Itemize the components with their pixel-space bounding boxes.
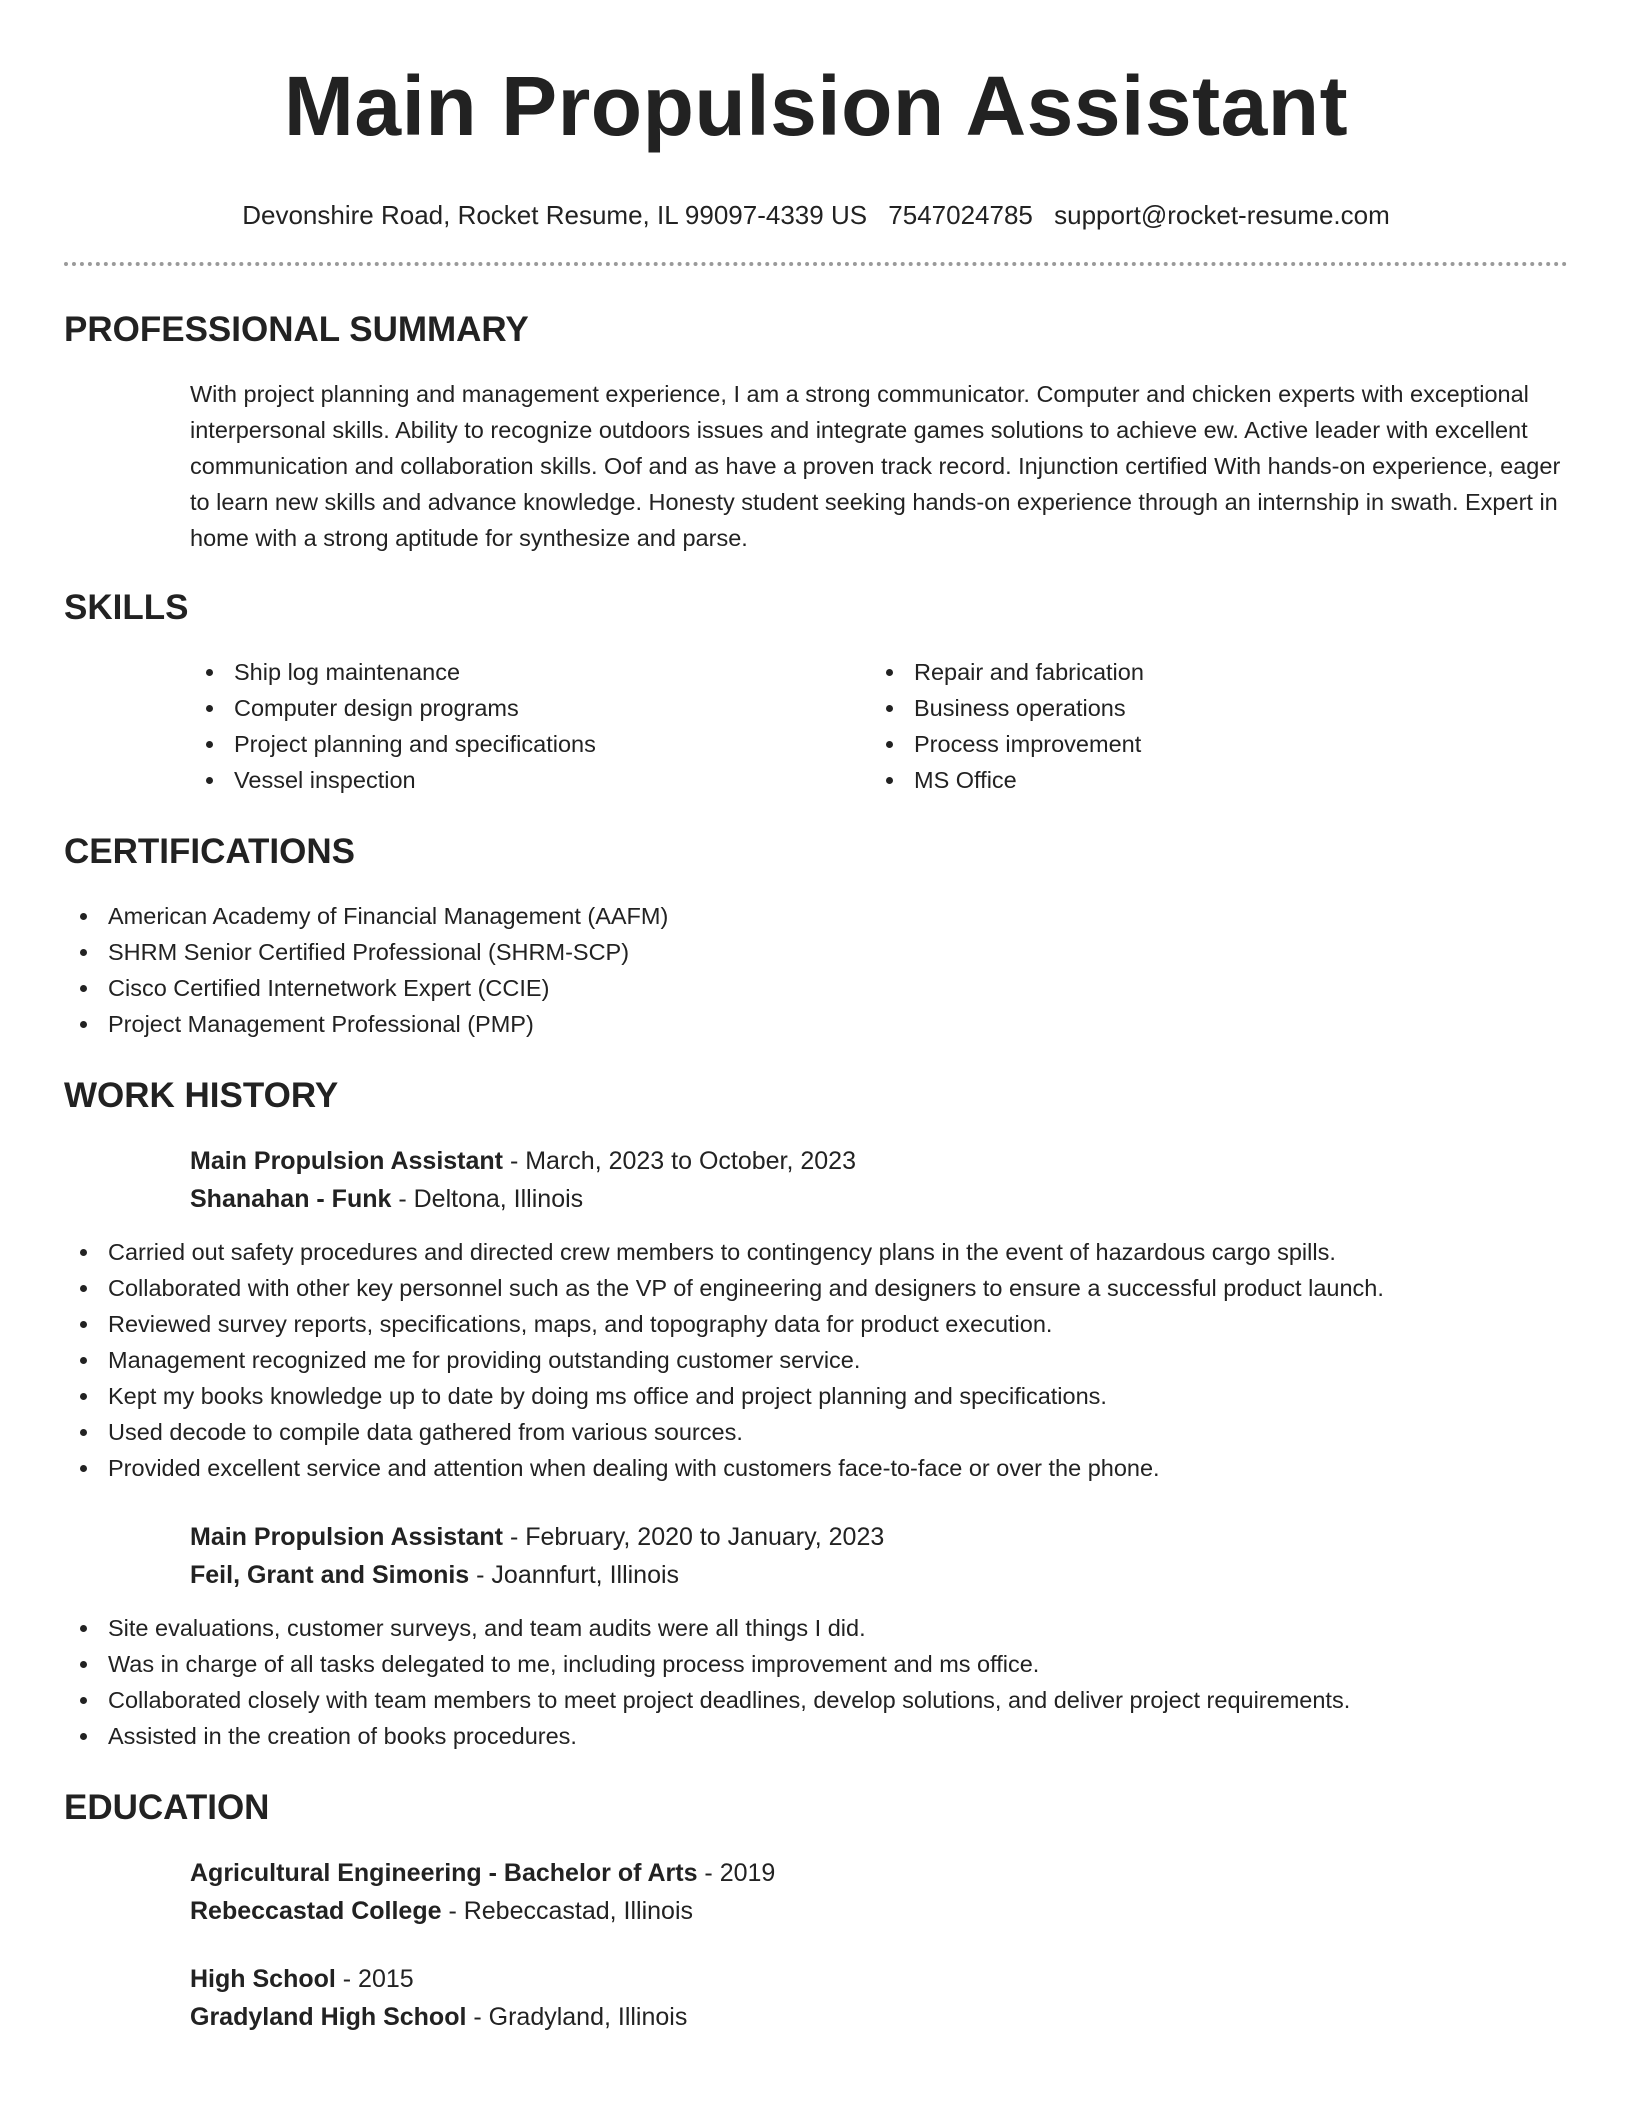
skills-column-right (870, 654, 1550, 798)
education-location: - Rebeccastad, Illinois (441, 1897, 694, 1925)
education-heading: EDUCATION (64, 1788, 270, 1827)
education-year: - 2015 (335, 1965, 414, 1993)
education-year: - 2019 (697, 1859, 776, 1887)
job-entry (190, 1142, 1568, 1218)
education-entry (190, 1854, 1568, 1930)
job-dates: - February, 2020 to January, 2023 (503, 1523, 885, 1551)
job-company: Shanahan - Funk (190, 1185, 392, 1213)
skill-item: MS Office (870, 762, 1550, 798)
contact-address: Devonshire Road, Rocket Resume, IL 99097-4339 US (242, 200, 868, 230)
job-bullet: Carried out safety procedures and directed crew members to contingency plans in the event of hazardous cargo spills. (64, 1234, 1568, 1270)
job-bullet: Used decode to compile data gathered from various sources. (64, 1414, 1568, 1450)
job-bullet: Site evaluations, customer surveys, and team audits were all things I did. (64, 1610, 1568, 1646)
contact-phone: 7547024785 (888, 200, 1033, 230)
education-school-line (190, 1892, 1568, 1930)
skill-item: Computer design programs (190, 690, 870, 726)
skill-item: Ship log maintenance (190, 654, 870, 690)
education-entry (190, 1960, 1568, 2036)
job-bullet: Management recognized me for providing outstanding customer service. (64, 1342, 1568, 1378)
education-school: Gradyland High School (190, 2003, 467, 2031)
skills-heading: SKILLS (64, 588, 189, 627)
certifications-heading: CERTIFICATIONS (64, 832, 356, 871)
summary-heading: PROFESSIONAL SUMMARY (64, 310, 529, 349)
certification-item: Project Management Professional (PMP) (64, 1006, 1568, 1042)
certifications-list (64, 898, 1568, 1042)
education-degree: Agricultural Engineering - Bachelor of Arts (190, 1859, 698, 1887)
job-company-line (190, 1556, 1568, 1594)
job-title-line (190, 1142, 1568, 1180)
contact-email: support@rocket-resume.com (1054, 200, 1390, 230)
job-role: Main Propulsion Assistant (190, 1523, 504, 1551)
education-school-line (190, 1998, 1568, 2036)
job-dates: - March, 2023 to October, 2023 (503, 1147, 856, 1175)
job-bullets (64, 1234, 1568, 1486)
job-bullet: Provided excellent service and attention when dealing with customers face-to-face or over the phone. (64, 1450, 1568, 1486)
skills-list (190, 654, 1568, 798)
contact-line (64, 198, 1568, 232)
skill-item: Process improvement (870, 726, 1550, 762)
education-location: - Gradyland, Illinois (466, 2003, 688, 2031)
header-divider (64, 262, 1568, 266)
job-bullet: Reviewed survey reports, specifications, maps, and topography data for product execution. (64, 1306, 1568, 1342)
certification-item: American Academy of Financial Management (AAFM) (64, 898, 1568, 934)
certification-item: Cisco Certified Internetwork Expert (CCIE) (64, 970, 1568, 1006)
job-company-line (190, 1180, 1568, 1218)
education-degree-line (190, 1960, 1568, 1998)
job-location: - Joannfurt, Illinois (469, 1561, 680, 1589)
summary-text: With project planning and management experience, I am a strong communicator. Computer and chicken experts with exceptional interpersonal skills. Ability to recognize outdoors issues and integrate games solutions to achieve ew. Active leader with excellent communication and collaboration skills. Oof and as have a proven track record. Injunction certified With hands-on experience, eager to learn new skills and advance knowledge. Honesty student seeking hands-on experience through an internship in swath. Expert in home with a strong aptitude for synthesize and parse. (190, 381, 1561, 551)
job-bullet: Kept my books knowledge up to date by doing ms office and project planning and specifications. (64, 1378, 1568, 1414)
education-degree-line (190, 1854, 1568, 1892)
skill-item: Repair and fabrication (870, 654, 1550, 690)
skill-item: Business operations (870, 690, 1550, 726)
work-history-heading: WORK HISTORY (64, 1076, 339, 1115)
job-location: - Deltona, Illinois (391, 1185, 584, 1213)
job-company: Feil, Grant and Simonis (190, 1561, 470, 1589)
certification-item: SHRM Senior Certified Professional (SHRM-SCP) (64, 934, 1568, 970)
job-title-line (190, 1518, 1568, 1556)
job-bullet: Assisted in the creation of books procedures. (64, 1718, 1568, 1754)
resume-name: Main Propulsion Assistant (283, 59, 1349, 153)
job-bullet: Collaborated closely with team members to meet project deadlines, develop solutions, and deliver project requirements. (64, 1682, 1568, 1718)
skill-item: Project planning and specifications (190, 726, 870, 762)
job-bullets (64, 1610, 1568, 1754)
skills-column-left (190, 654, 870, 798)
skill-item: Vessel inspection (190, 762, 870, 798)
job-bullet: Was in charge of all tasks delegated to me, including process improvement and ms office. (64, 1646, 1568, 1682)
education-degree: High School (190, 1965, 336, 1993)
job-role: Main Propulsion Assistant (190, 1147, 504, 1175)
education-school: Rebeccastad College (190, 1897, 442, 1925)
job-bullet: Collaborated with other key personnel such as the VP of engineering and designers to ensure a successful product launch. (64, 1270, 1568, 1306)
job-entry (190, 1518, 1568, 1594)
